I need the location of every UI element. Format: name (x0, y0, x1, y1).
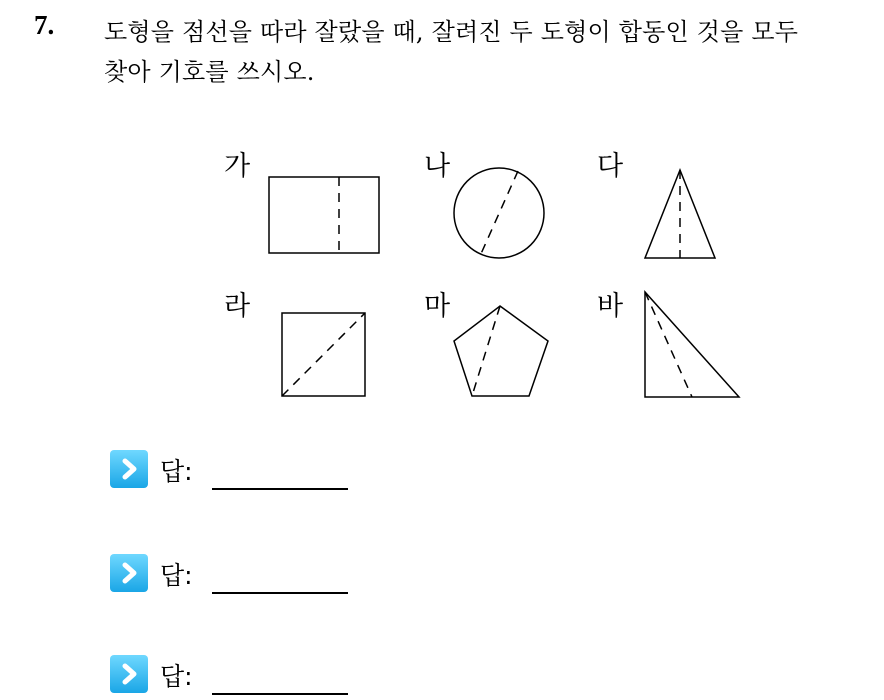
figure-na-circle (454, 168, 544, 258)
question-number: 7. (34, 10, 55, 40)
question-text-line: 찾아 기호를 쓰시오. (104, 58, 315, 86)
figure-ga-rectangle (269, 177, 379, 253)
figure-label-da: 다 (597, 151, 624, 182)
figure-label-na: 나 (424, 151, 451, 182)
answer-label: 답: (160, 561, 193, 590)
figure-ma-pentagon (454, 306, 548, 396)
answer-blank-3[interactable] (212, 693, 348, 695)
answer-blank-1[interactable] (212, 488, 348, 490)
question-text-line: 도형을 점선을 따라 잘랐을 때, 잘려진 두 도형이 합동인 것을 모두 (104, 18, 799, 46)
figure-da-triangle (645, 170, 715, 258)
figure-label-ba: 바 (597, 291, 624, 322)
answer-blank-2[interactable] (212, 592, 348, 594)
answer-label: 답: (160, 662, 193, 691)
figure-ra-square (282, 313, 365, 396)
figure-label-ra: 라 (224, 291, 251, 322)
figure-label-ga: 가 (224, 151, 251, 182)
chevron-right-icon (110, 450, 148, 488)
chevron-right-icon (110, 554, 148, 592)
chevron-right-icon (110, 655, 148, 693)
figure-label-ma: 마 (424, 291, 451, 322)
figure-ba-right-triangle (645, 292, 739, 397)
answer-label: 답: (160, 457, 193, 486)
